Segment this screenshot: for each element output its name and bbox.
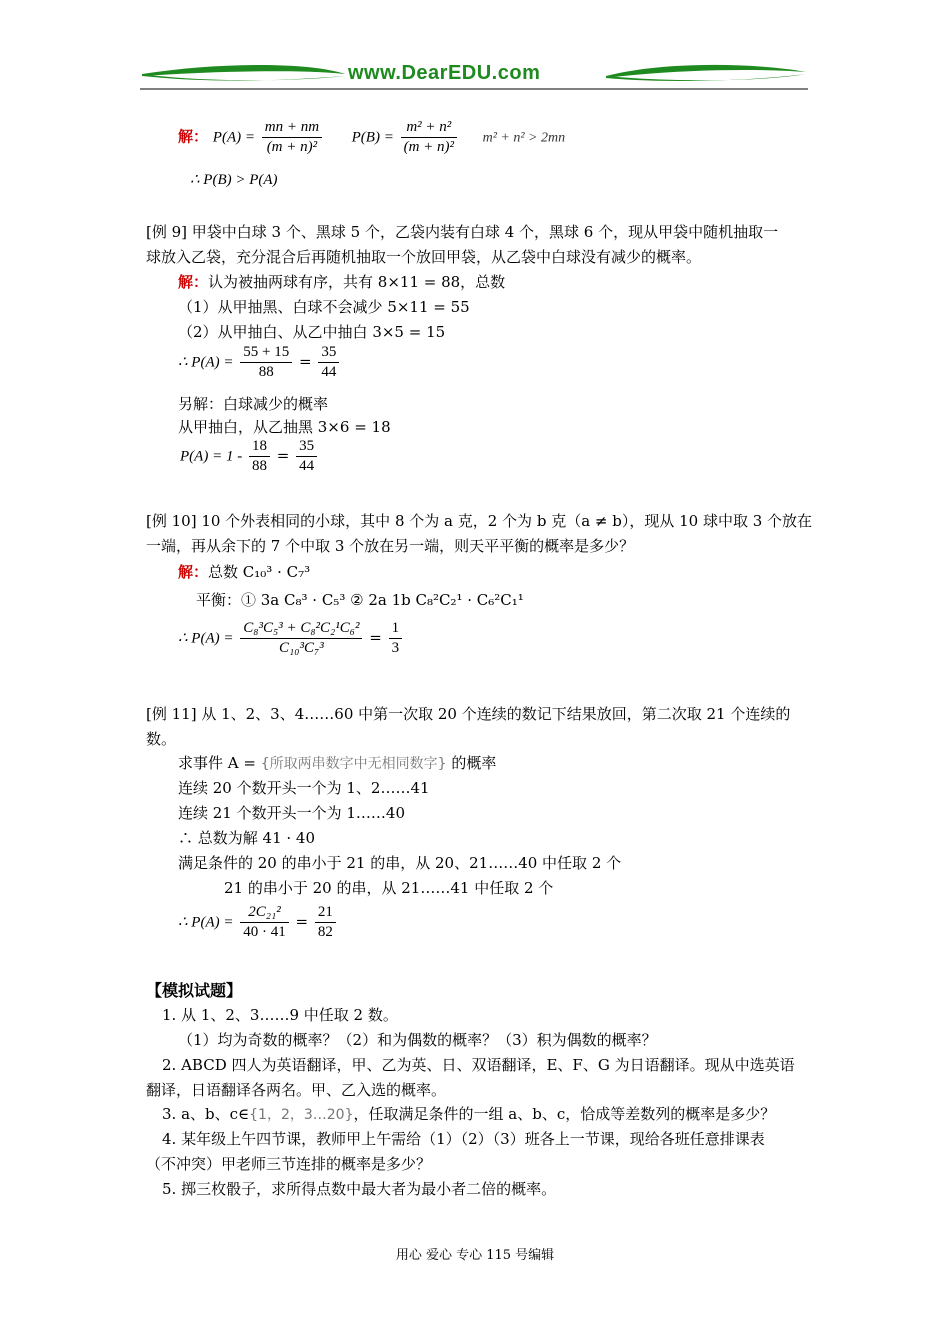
- f2-numerator: 18: [249, 437, 270, 457]
- solution-label: 解：: [178, 563, 209, 581]
- header-banner: [140, 60, 808, 96]
- event-prefix: 求事件 A =: [178, 754, 256, 772]
- f1-result-num: 35: [318, 343, 339, 363]
- f2-lhs: P(A) = 1 -: [180, 448, 243, 465]
- ex9-sol1-text: 认为被抽两球有序，共有 8×11 = 88，总数: [208, 273, 506, 291]
- ex11-result: [315, 903, 336, 942]
- f1-numerator: 55 + 15: [240, 343, 292, 363]
- pa-fraction: [262, 118, 322, 157]
- ex9-alt1: 另解：白球减少的概率: [178, 395, 329, 413]
- ex10-f-lhs: ∴ P(A) =: [178, 630, 234, 647]
- f1-equals: =: [299, 352, 312, 371]
- ex11-result-den: 82: [317, 924, 333, 940]
- pb-lhs: P(B) =: [351, 129, 394, 146]
- ex11-result-num: 21: [315, 903, 336, 923]
- ex9-line1: [例 9] 甲袋中白球 3 个、黑球 5 个，乙袋内装有白球 4 个，黑球 6 个，现从甲袋中随机抽取一: [146, 223, 779, 241]
- ex10-balance: 平衡：① 3a C₈³ · C₅³ ② 2a 1b C₈²C₂¹ · C₆²C₁¹: [196, 591, 524, 609]
- ex10-result: [389, 619, 403, 658]
- ex11-numerator: 2C₂₁²: [240, 903, 289, 923]
- ex10-fraction: [240, 619, 362, 658]
- ex10-formula: [178, 619, 404, 658]
- ex9-formula2: [180, 437, 319, 476]
- ex11-denominator: 40 · 41: [243, 924, 286, 940]
- ex9-sol3: （2）从甲抽白、从乙中抽白 3×5 = 15: [178, 323, 446, 341]
- mock-q5: 5. 掷三枚骰子，求所得点数中最大者为最小者二倍的概率。: [162, 1180, 557, 1198]
- mock-q4a: 4. 某年级上午四节课，教师甲上午需给（1）（2）（3）班各上一节课，现给各班任意排课表: [162, 1130, 765, 1148]
- event-suffix: 的概率: [451, 754, 497, 772]
- ex11-line1: [例 11] 从 1、2、3、4……60 中第一次取 20 个连续的数记下结果放回，第二次取 21 个连续的: [146, 705, 791, 723]
- pb-denominator: (m + n)²: [403, 139, 455, 155]
- ex11-s4: 满足条件的 20 的串小于 21 的串，从 20、21……40 中任取 2 个: [178, 854, 622, 872]
- f1-result: [318, 343, 339, 382]
- f2-result: [296, 437, 317, 476]
- mock-q1b: （1）均为奇数的概率？（2）和为偶数的概率？（3）积为偶数的概率？: [178, 1031, 657, 1049]
- ex11-fraction: [240, 903, 289, 942]
- ex11-s3: ∴ 总数为解 41 · 40: [178, 829, 316, 847]
- ex10-total: [178, 561, 310, 583]
- f2-result-num: 35: [296, 437, 317, 457]
- mock-q1: 1. 从 1、2、3……9 中任取 2 数。: [162, 1006, 398, 1024]
- ex10-result-num: 1: [389, 619, 403, 639]
- solution-label: 解：: [178, 273, 209, 291]
- site-logo-text: www.DearEDU.com: [348, 62, 541, 84]
- intro-solution: [178, 118, 565, 157]
- f1-result-den: 44: [321, 364, 337, 380]
- q3-suffix: ，任取满足条件的一组 a、b、c，恰成等差数列的概率是多少？: [353, 1105, 776, 1123]
- ex10-line2: 一端，再从余下的 7 个中取 3 个放在另一端，则天平平衡的概率是多少？: [146, 537, 635, 555]
- f1-fraction: [240, 343, 292, 382]
- ex9-sol2: （1）从甲抽黑、白球不会减少 5×11 = 55: [178, 298, 470, 316]
- ex9-line2: 球放入乙袋，充分混合后再随机抽取一个放回甲袋，从乙袋中白球没有减少的概率。: [146, 248, 702, 266]
- pa-lhs: P(A) =: [212, 129, 255, 146]
- f1-lhs: ∴ P(A) =: [178, 354, 234, 371]
- f2-equals: =: [276, 446, 290, 465]
- ex11-f-lhs: ∴ P(A) =: [178, 914, 234, 931]
- ex10-numerator: C₈³C₅³ + C₈²C₂¹C₆²: [240, 619, 362, 639]
- f2-result-den: 44: [299, 458, 315, 474]
- ex10-equals: =: [369, 628, 382, 647]
- pb-numerator: m² + n²: [401, 118, 457, 138]
- mock-heading: 【模拟试题】: [146, 981, 243, 1000]
- ex11-line2: 数。: [146, 730, 177, 748]
- pb-fraction: [401, 118, 457, 157]
- intro-conclusion: ∴ P(B) > P(A): [190, 172, 278, 188]
- ex10-line1: [例 10] 10 个外表相同的小球，其中 8 个为 a 克，2 个为 b 克（a ≠ b），现从 10 球中取 3 个放在: [146, 512, 813, 530]
- ex11-s1: 连续 20 个数开头一个为 1、2……41: [178, 779, 430, 797]
- ex10-denominator: C₁₀³C₇³: [279, 640, 324, 656]
- ex11-formula: [178, 903, 338, 942]
- mock-q2b: 翻译，日语翻译各两名。甲、乙入选的概率。: [146, 1081, 447, 1099]
- ex9-alt2: 从甲抽白，从乙抽黑 3×6 = 18: [178, 418, 391, 436]
- pa-numerator: mn + nm: [262, 118, 322, 138]
- ex11-s5: 21 的串小于 20 的串，从 21……41 中任取 2 个: [224, 879, 554, 897]
- mock-q3: [162, 1103, 775, 1126]
- solution-label: 解：: [178, 127, 209, 146]
- ex11-equals: =: [295, 912, 309, 931]
- q3-set: {1，2，3…20}: [249, 1107, 354, 1123]
- pa-denominator: (m + n)²: [266, 139, 318, 155]
- ex9-sol1: [178, 271, 505, 293]
- inequality: m² + n² > 2mn: [482, 130, 566, 146]
- f1-denominator: 88: [258, 364, 274, 380]
- event-set: {所取两串数字中无相同数字}: [260, 756, 447, 772]
- mock-q2a: 2. ABCD 四人为英语翻译，甲、乙为英、日、双语翻译，E、F、G 为日语翻译。现从中选英语: [162, 1056, 795, 1074]
- ex11-s2: 连续 21 个数开头一个为 1……40: [178, 804, 406, 822]
- ex10-result-den: 3: [391, 640, 400, 656]
- ex9-formula1: [178, 343, 341, 382]
- f2-fraction: [249, 437, 270, 476]
- f2-denominator: 88: [251, 458, 267, 474]
- q3-prefix: 3. a、b、c∈: [162, 1105, 250, 1123]
- page-footer: 用心 爱心 专心 115 号编辑: [395, 1248, 555, 1263]
- mock-q4b: （不冲突）甲老师三节连排的概率是多少？: [146, 1155, 432, 1173]
- ex10-total-text: 总数 C₁₀³ · C₇³: [208, 563, 311, 581]
- ex11-event: [178, 752, 496, 775]
